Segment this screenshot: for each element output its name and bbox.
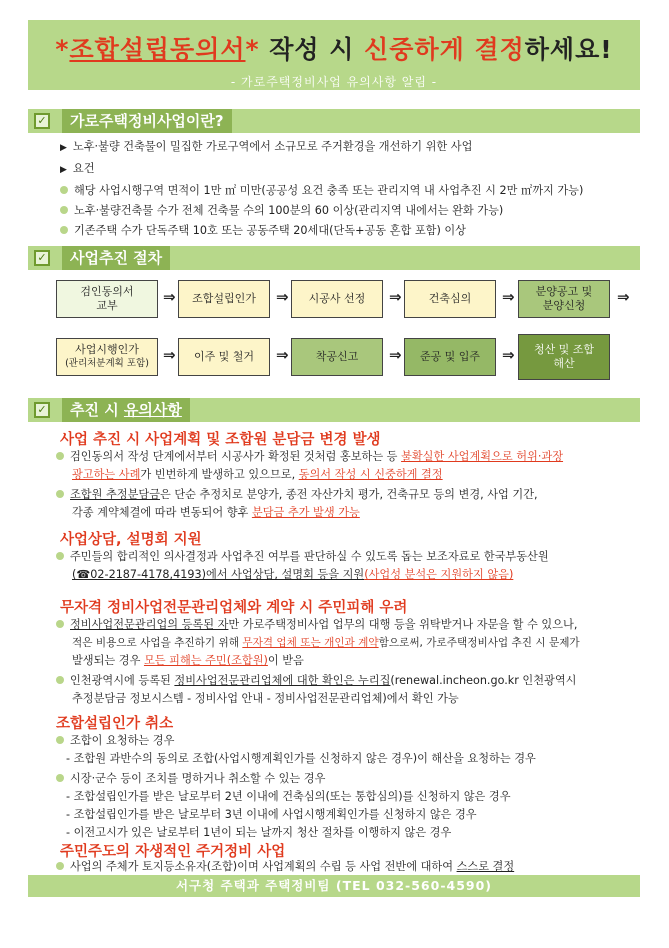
bullet-icon — [56, 736, 64, 744]
caution-item: 주민들의 합리적인 의사결정과 사업추진 여부를 판단하실 수 있도록 돕는 보조자료로 한국부동산원 — [56, 548, 549, 566]
bullet-icon — [60, 186, 68, 194]
requirement-item: 해당 사업시행구역 면적이 1만 ㎡ 미만(공공성 요건 충족 또는 관리지역 내 사업추진 시 2만 ㎡까지 가능) — [60, 182, 583, 200]
caution-item: 조합이 요청하는 경우 — [56, 732, 174, 750]
section-cautions-header — [28, 398, 640, 422]
caution-heading: 사업상담, 설명회 지원 — [60, 532, 202, 548]
contact-footer: 서구청 주택과 주택정비팀 (TEL 032-560-4590) — [28, 875, 640, 897]
step-completion-moving: 준공 및 입주 — [404, 338, 496, 376]
section-label: 추진 시 유의사항 — [62, 398, 190, 422]
caution-item: 시장·군수 등이 조치를 명하거나 취소할 수 있는 경우 — [56, 770, 325, 788]
caution-subitem: - 조합원 과반수의 동의로 조합(사업시행계획인가를 신청하지 않은 경우)이 해산을 요청하는 경우 — [66, 752, 536, 765]
definition-line: ▶ 노후·불량 건축물이 밀집한 가로구역에서 소규모로 주거환경을 개선하기 위한 사업 — [60, 138, 472, 157]
caution-item-continued: 적은 비용으로 사업을 추진하기 위해 무자격 업체 또는 개인과 계약함으로써, 가로주택정비사업 추진 시 문제가 — [72, 637, 580, 649]
caution-heading: 주민주도의 자생적인 주거정비 사업 — [60, 844, 286, 860]
caution-subitem: - 조합설립인가를 받은 날로부터 3년 이내에 사업시행계획인가를 신청하지 않은 경우 — [66, 808, 477, 821]
section-label: 사업추진 절차 — [62, 246, 170, 270]
bullet-icon — [60, 206, 68, 214]
step-construction-start: 착공신고 — [291, 338, 383, 376]
caution-heading: 무자격 정비사업전문관리업체와 계약 시 주민피해 우려 — [60, 600, 408, 616]
caution-subitem: - 조합설립인가를 받은 날로부터 2년 이내에 건축심의(또는 통합심의)를 신청하지 않은 경우 — [66, 790, 511, 803]
caution-item-continued: 추정분담금 정보시스템 - 정비사업 안내 - 정비사업전문관리업체)에서 확인 가능 — [72, 692, 459, 705]
section-procedure-header — [28, 246, 640, 270]
caution-item: 인천광역시에 등록된 정비사업전문관리업체에 대한 확인은 누리집(renewal.incheon.go.kr 인천광역시 — [56, 672, 576, 690]
caution-item-continued: (☎02-2187-4178,4193)에서 사업상담, 설명회 등을 지원(사업성 분석은 지원하지 않음) — [72, 568, 514, 581]
caution-item-continued: 발생되는 경우 모든 피해는 주민(조합원)이 받음 — [72, 654, 304, 667]
flow-arrow-icon: ⇒ — [276, 346, 289, 364]
requirements-heading: ▶ 요건 — [60, 160, 95, 179]
step-consent-form: 검인동의서 교부 — [56, 280, 158, 318]
caution-item: 검인동의서 작성 단계에서부터 시공사가 확정된 것처럼 홍보하는 등 불확실한 사업계획으로 허위·과장 — [56, 448, 563, 466]
flow-arrow-icon: ⇒ — [389, 346, 402, 364]
flow-arrow-icon: ⇒ — [617, 288, 630, 306]
bullet-icon — [56, 452, 64, 460]
flow-arrow-icon: ⇒ — [502, 346, 515, 364]
title-highlight: 조합설립동의서 — [69, 35, 246, 64]
requirement-item: 노후·불량건축물 수가 전체 건축물 수의 100분의 60 이상(관리지역 내에서는 완화 가능) — [60, 202, 503, 220]
caution-heading: 조합설립인가 취소 — [56, 716, 174, 732]
bullet-icon — [60, 226, 68, 234]
step-liquidation: 청산 및 조합 해산 — [518, 334, 610, 380]
flow-arrow-icon: ⇒ — [163, 288, 176, 306]
document-subtitle: - 가로주택정비사업 유의사항 알림 - — [230, 75, 438, 89]
bullet-icon — [56, 490, 64, 498]
step-contractor-selection: 시공사 선정 — [291, 280, 383, 318]
caution-subitem: - 이전고시가 있은 날로부터 1년이 되는 날까지 청산 절차를 이행하지 않은 경우 — [66, 826, 452, 839]
section-definition-header — [28, 109, 640, 133]
caution-item: 조합원 추정분담금은 단순 추정치로 분양가, 종전 자산가치 평가, 건축규모 등의 변경, 사업 기간, — [56, 486, 538, 504]
caution-item: 정비사업전문관리업의 등록된 자만 가로주택정비사업 업무의 대행 등을 위탁받거나 자문을 할 수 있으나, — [56, 616, 577, 634]
caution-item-continued: 광고하는 사례가 빈번하게 발생하고 있으므로, 동의서 작성 시 신중하게 결정 — [72, 468, 443, 481]
checkbox-icon: ✓ — [34, 113, 50, 129]
flow-arrow-icon: ⇒ — [389, 288, 402, 306]
caution-heading: 사업 추진 시 사업계획 및 조합원 분담금 변경 발생 — [60, 432, 381, 448]
bullet-icon — [56, 676, 64, 684]
caution-item-continued: 각종 계약체결에 따라 변동되어 향후 분담금 추가 발생 가능 — [72, 506, 360, 519]
checkbox-icon: ✓ — [34, 250, 50, 266]
step-relocation-demolition: 이주 및 철거 — [178, 338, 270, 376]
step-union-approval: 조합설립인가 — [178, 280, 270, 318]
step-project-approval: 사업시행인가 (관리처분계획 포함) — [56, 338, 158, 376]
document-header — [28, 20, 640, 90]
caution-item: 사업의 주체가 토지등소유자(조합)이며 사업계획의 수립 등 사업 전반에 대하여 스스로 결정 — [56, 858, 514, 876]
bullet-icon — [56, 774, 64, 782]
bullet-icon — [56, 620, 64, 628]
flow-arrow-icon: ⇒ — [502, 288, 515, 306]
section-label: 가로주택정비사업이란? — [62, 109, 232, 133]
checkbox-icon: ✓ — [34, 402, 50, 418]
flow-arrow-icon: ⇒ — [163, 346, 176, 364]
flow-arrow-icon: ⇒ — [276, 288, 289, 306]
step-sale-notice: 분양공고 및 분양신청 — [518, 280, 610, 318]
bullet-icon — [56, 552, 64, 560]
step-building-review: 건축심의 — [404, 280, 496, 318]
requirement-item: 기존주택 수가 단독주택 10호 또는 공동주택 20세대(단독+공동 혼합 포함) 이상 — [60, 222, 466, 240]
document-title: *조합설립동의서* 작성 시 신중하게 결정하세요! — [55, 35, 613, 64]
bullet-icon — [56, 862, 64, 870]
